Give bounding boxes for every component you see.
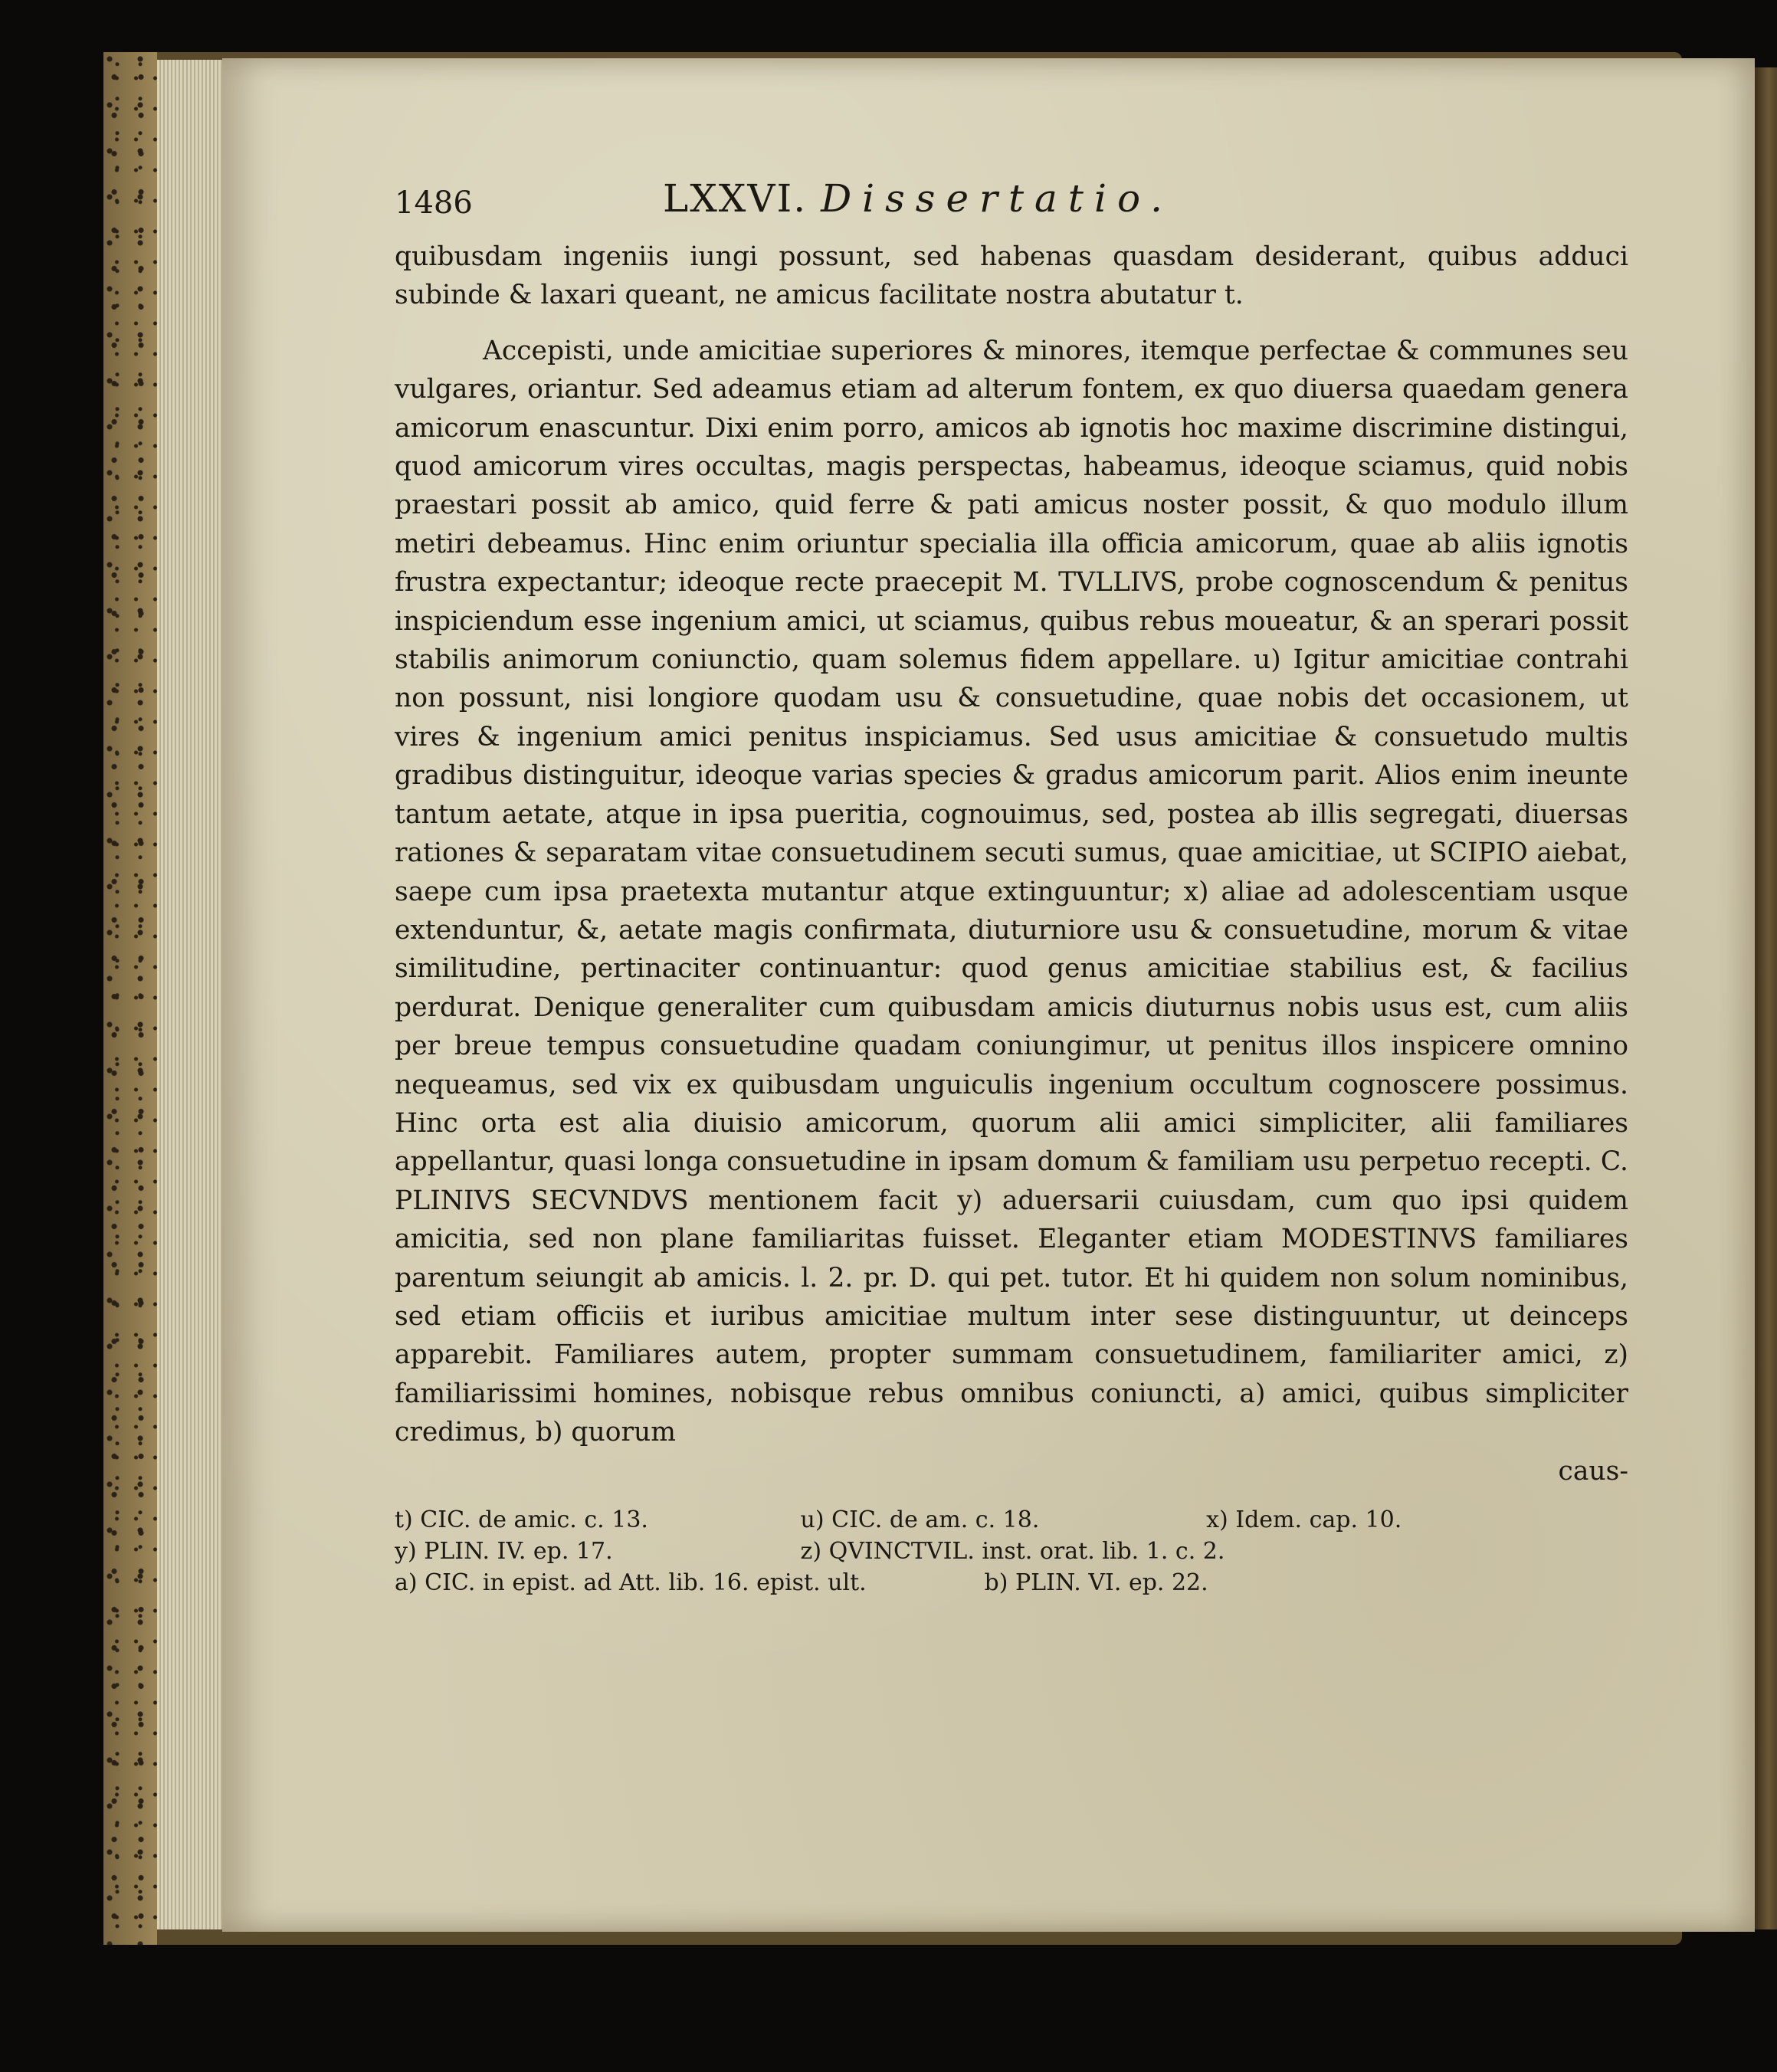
footnote-row xyxy=(395,1536,1628,1567)
page-text xyxy=(395,176,1628,1598)
footnote: y) PLIN. IV. ep. 17. xyxy=(395,1537,613,1565)
catchword: caus- xyxy=(1558,1455,1628,1487)
footnote: t) CIC. de amic. c. 13. xyxy=(395,1506,648,1533)
footnote: x) Idem. cap. 10. xyxy=(1206,1506,1402,1533)
footnote: z) QVINCTVIL. inst. orat. lib. 1. c. 2. xyxy=(800,1537,1225,1565)
page-number: 1486 xyxy=(395,185,473,221)
running-header xyxy=(395,176,1628,238)
footnote-row xyxy=(395,1504,1628,1536)
footnote: b) PLIN. VI. ep. 22. xyxy=(984,1569,1208,1596)
footnote: a) CIC. in epist. ad Att. lib. 16. epist. ult. xyxy=(395,1569,867,1596)
footnote: u) CIC. de am. c. 18. xyxy=(800,1506,1040,1533)
running-title xyxy=(663,176,1173,221)
paragraph: Accepisti, unde amicitiae superiores & minores, itemque perfectae & communes seu vulgares, oriantur. Sed adeamus etiam ad alterum fontem, ex quo diuersa quaedam genera amicorum enascuntur. Dixi enim porro, amicos ab ignotis hoc maxime discrimine distingui, quod amicorum vires occultas, magis perspectas, habeamus, ideoque sciamus, quid nobis praestari possit ab amico, quid ferre & pati amicus noster possit, & quo modulo illum metiri debeamus. Hinc enim oriuntur specialia illa officia amicorum, quae ab aliis ignotis frustra expectantur; ideoque recte praecepit M. TVLLIVS, probe cognoscendum & penitus inspiciendum esse ingenium amici, ut sciamus, quibus rebus moueatur, & an sperari possit stabilis animorum coniunctio, quam solemus fidem appellare. u) Igitur amicitiae contrahi non possunt, nisi longiore quodam usu & consuetudine, quae nobis det occasionem, ut vires & ingenium amici penitus inspiciamus. Sed usus amicitiae & consuetudo multis gradibus distinguitur, ideoque varias species & gradus amicorum parit. Alios enim ineunte tantum aetate, atque in ipsa pueritia, cognouimus, sed, postea ab illis segregati, diuersas rationes & separatam vitae consuetudinem secuti sumus, quae amicitiae, ut SCIPIO aiebat, saepe cum ipsa praetexta mutantur atque extinguuntur; x) aliae ad adolescentiam usque extenduntur, &, aetate magis confirmata, diuturniore usu & consuetudine, morum & vitae similitudine, pertinaciter continuantur: quod genus amicitiae stabilius est, & facilius perdurat. Denique generaliter cum quibusdam amicis diuturnus nobis usus est, cum aliis per breue tempus consuetudine quadam coniungimur, ut penitus illos inspicere omnino nequeamus, sed vix ex quibusdam unguiculis ingenium occultum cognoscere possimus. Hinc orta est alia diuisio amicorum, quorum alii amici simpliciter, alii familiares appellantur, quasi longa consuetudine in ipsam domum & familiam usu perpetuo recepti. C. PLINIVS SECVNDVS mentionem facit y) aduersarii cuiusdam, cum quo ipsi quidem amicitia, sed non plane familiaritas fuisset. Eleganter etiam MODESTINVS familiares parentum seiungit ab amicis. l. 2. pr. D. qui pet. tutor. Et hi quidem non solum nominibus, sed etiam officiis et iuribus amicitiae multum inter sese distinguuntur, ut deinceps apparebit. Familiares autem, propter summam consuetudinem, familiariter amici, z) familiarissimi homines, nobisque rebus omnibus coniuncti, a) amici, quibus simpliciter credimus, b) quorum xyxy=(395,335,1628,1448)
footnotes xyxy=(395,1504,1628,1598)
chapter-title: Dissertatio. xyxy=(821,176,1174,221)
paragraph: quibusdam ingeniis iungi possunt, sed habenas quasdam desiderant, quibus adduci subinde & laxari queant, ne amicus facilitate nostra abutatur t. xyxy=(395,241,1628,311)
page-edges xyxy=(157,60,226,1929)
chapter-number: LXXVI. xyxy=(663,176,808,221)
binding-edge xyxy=(1755,67,1777,1929)
footnote-row xyxy=(395,1567,1628,1598)
